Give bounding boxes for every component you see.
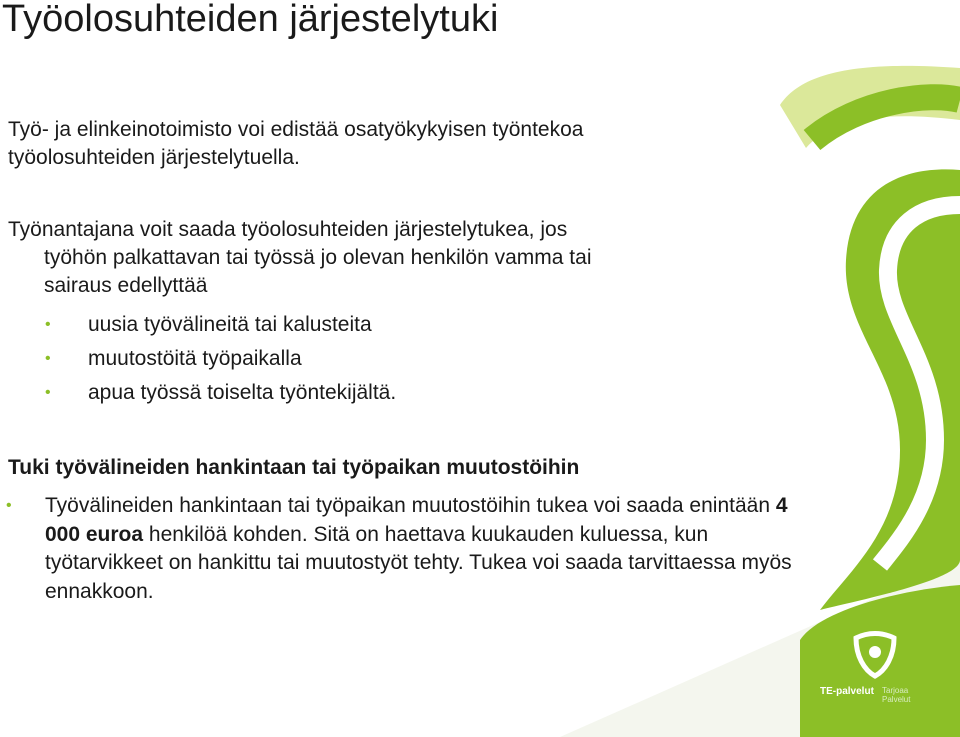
logo-name: TE-palvelut <box>820 686 874 697</box>
section-text-after: henkilöä kohden. Sitä on haettava kuukauden kuluessa, kun työtarvikkeet on hankittu tai muutostyöt tehty. Tukea voi saada tarvittaessa myös ennakkoon. <box>45 522 792 603</box>
list-item-text: apua työssä toiselta työntekijältä. <box>88 381 397 404</box>
list-item <box>0 342 396 376</box>
bullet-icon: • <box>45 316 51 333</box>
list-item-text: muutostöitä työpaikalla <box>88 347 302 370</box>
bullet-icon: • <box>6 497 12 514</box>
section-text-before: Työvälineiden hankintaan tai työpaikan muutostöihin tukea voi saada enintään <box>45 494 776 517</box>
requirements-list <box>0 308 396 410</box>
list-item <box>0 308 396 342</box>
employer-line-3: sairaus edellyttää <box>44 274 208 297</box>
intro-line-1: Työ- ja elinkeinotoimisto voi edistää osatyökykyisen työntekoa <box>8 118 584 141</box>
section-paragraph <box>6 492 815 606</box>
slide-title: Työolosuhteiden järjestelytuki <box>2 0 499 40</box>
employer-paragraph <box>8 216 788 300</box>
te-palvelut-logo <box>814 630 934 720</box>
employer-line-1: Työnantajana voit saada työolosuhteiden järjestelytukea, jos <box>8 218 568 241</box>
list-item-text: uusia työvälineitä tai kalusteita <box>88 313 372 336</box>
bullet-icon: • <box>45 350 51 367</box>
logo-tagline-1: Tarjoaa <box>882 686 909 695</box>
section-heading: Tuki työvälineiden hankintaan tai työpaikan muutostöihin <box>8 456 580 479</box>
intro-line-2: työolosuhteiden järjestelytuella. <box>8 146 300 169</box>
employer-line-2: työhön palkattavan tai työssä jo olevan henkilön vamma tai <box>44 246 592 269</box>
logo-tagline-2: Palvelut <box>882 695 911 704</box>
intro-paragraph <box>8 116 788 172</box>
list-item <box>0 376 396 410</box>
section-amount: 4 000 euroa <box>45 494 788 546</box>
bullet-icon: • <box>45 384 51 401</box>
logo-tagline <box>882 686 942 704</box>
te-logo-mark-icon <box>850 630 900 680</box>
